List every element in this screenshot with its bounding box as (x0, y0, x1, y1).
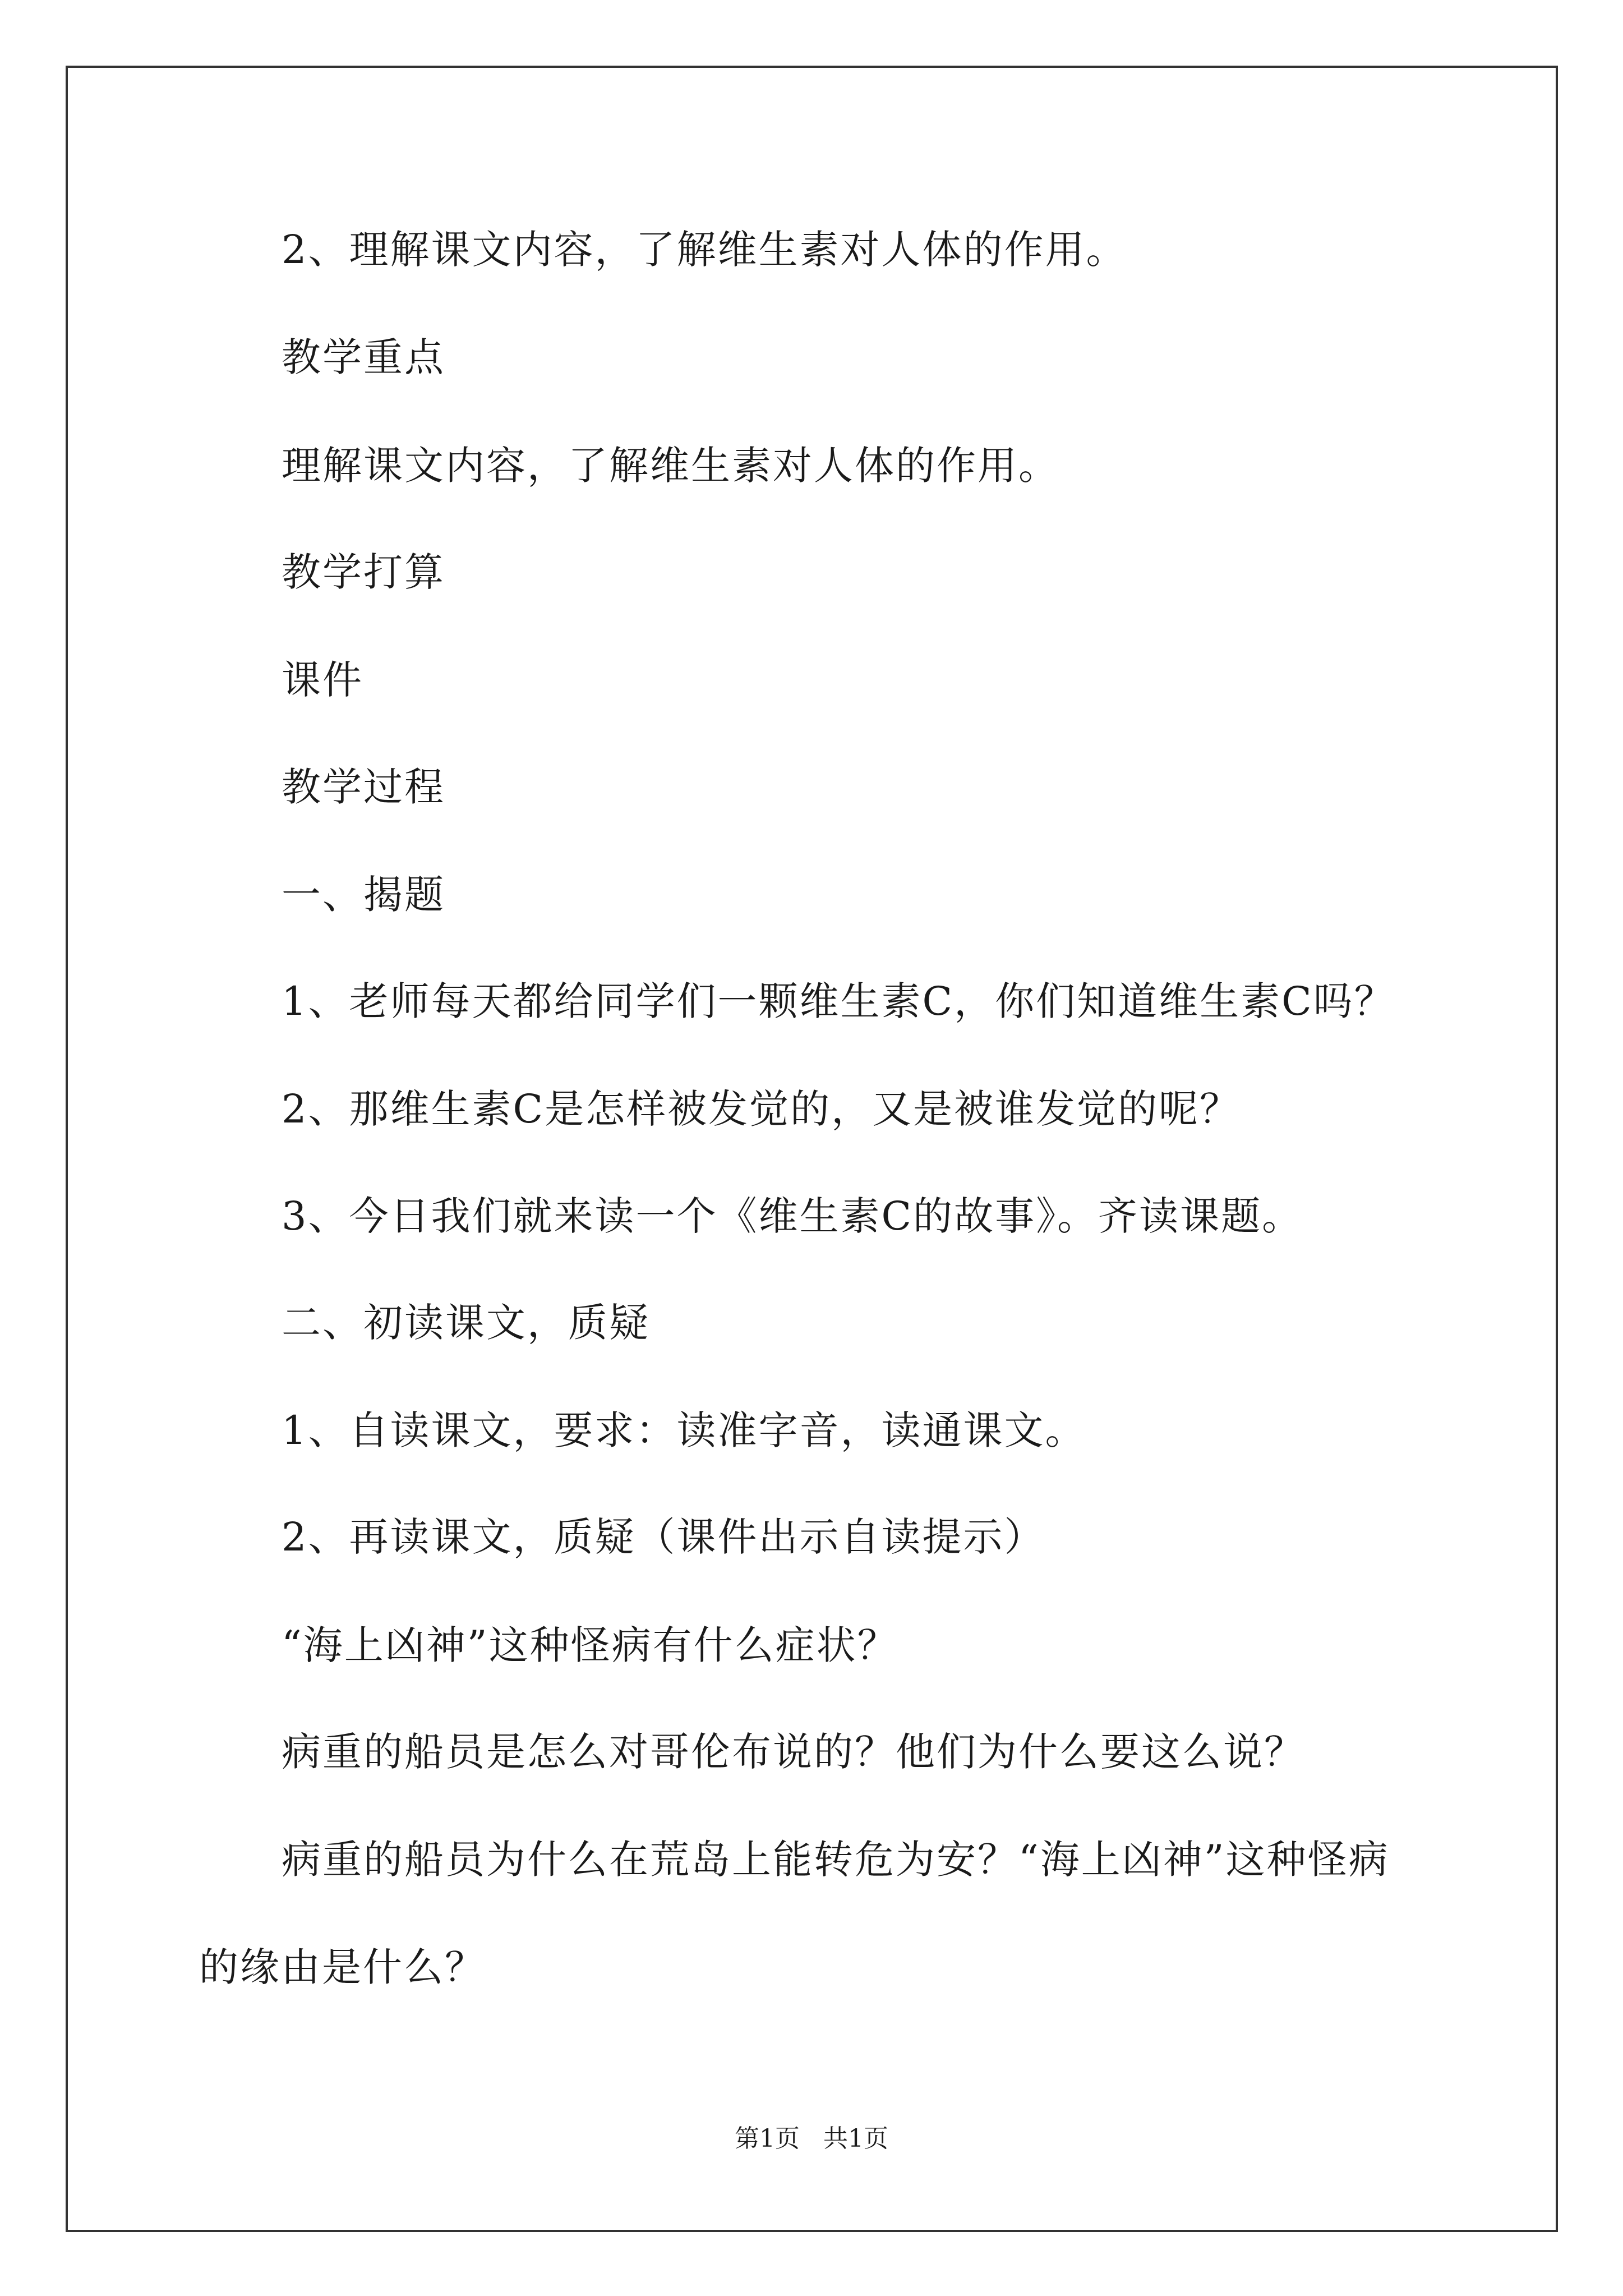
page-border (66, 66, 1558, 2232)
text-line-continuation: 的缘由是什么？ (199, 1944, 486, 1990)
text-line: 2、理解课文内容，了解维生素对人体的作用。 (282, 227, 1127, 273)
heading-teaching-process: 教学过程 (282, 764, 445, 810)
page-footer: 第1页 共1页 (735, 2124, 888, 2153)
text-line: 病重的船员为什么在荒岛上能转危为安？“海上凶神”这种怪病 (282, 1837, 1390, 1883)
text-line: “海上凶神”这种怪病有什么症状？ (282, 1622, 898, 1668)
heading-section-one: 一、揭题 (282, 872, 445, 918)
text-line: 1、自读课文，要求：读准字音，读通课文。 (282, 1407, 1086, 1453)
text-line: 1、老师每天都给同学们一颗维生素C，你们知道维生素C吗？ (282, 978, 1395, 1024)
text-line: 课件 (282, 657, 363, 703)
heading-teaching-preparation: 教学打算 (282, 549, 445, 595)
text-line: 3、今日我们就来读一个《维生素C的故事》。齐读课题。 (282, 1193, 1303, 1239)
heading-section-two: 二、初读课文，质疑 (282, 1300, 650, 1346)
text-line: 2、再读课文，质疑（课件出示自读提示） (282, 1514, 1045, 1560)
text-line: 病重的船员是怎么对哥伦布说的？他们为什么要这么说？ (282, 1729, 1305, 1775)
heading-teaching-focus: 教学重点 (282, 334, 445, 380)
text-line: 理解课文内容，了解维生素对人体的作用。 (282, 443, 1059, 489)
text-line: 2、那维生素C是怎样被发觉的，又是被谁发觉的呢？ (282, 1086, 1241, 1132)
